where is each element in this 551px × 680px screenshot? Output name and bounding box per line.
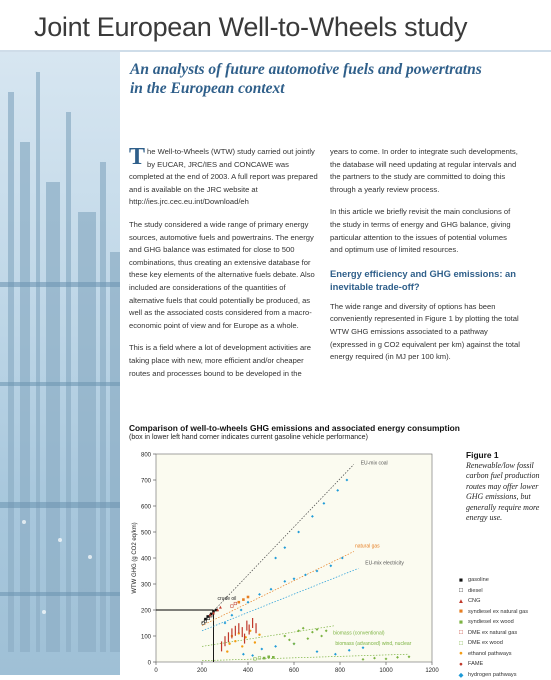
legend-label: CNG bbox=[468, 598, 480, 604]
data-point bbox=[254, 641, 256, 643]
data-point bbox=[231, 628, 232, 638]
data-point bbox=[258, 634, 260, 636]
text-column-left bbox=[129, 146, 319, 390]
figure-subtitle: (box in lower left hand corner indicates current gasoline vehicle performance) bbox=[129, 434, 368, 441]
data-point bbox=[241, 645, 243, 647]
legend-label: gasoline bbox=[468, 577, 489, 583]
figure-title: Comparison of well-to-wheels GHG emissions and associated energy consumption bbox=[129, 423, 460, 433]
legend-item bbox=[456, 617, 551, 628]
legend-marker: ● bbox=[456, 650, 466, 657]
x-tick-label: 800 bbox=[335, 668, 346, 674]
legend-marker: ▲ bbox=[456, 598, 466, 605]
legend-item bbox=[456, 575, 551, 586]
paragraph-database: years to come. In order to integrate such developments, the database will need updating at regular intervals and the partners to the study are committed to doing this through a yearly review process. bbox=[330, 146, 520, 196]
data-point bbox=[247, 596, 250, 599]
data-point bbox=[244, 634, 245, 644]
data-point bbox=[252, 618, 253, 628]
y-tick-label: 500 bbox=[141, 531, 152, 537]
data-point bbox=[242, 627, 243, 637]
legend-label: DME ex wood bbox=[468, 640, 503, 646]
data-point bbox=[255, 623, 256, 633]
section-heading: Energy efficiency and GHG emissions: an inevitable trade-off? bbox=[330, 267, 520, 293]
y-tick-label: 100 bbox=[141, 635, 152, 641]
legend-label: DME ex natural gas bbox=[468, 630, 517, 636]
legend-marker: ■ bbox=[456, 619, 466, 626]
legend-label: syndiesel ex wood bbox=[468, 619, 514, 625]
data-point bbox=[221, 641, 222, 651]
x-tick-label: 1200 bbox=[425, 668, 439, 674]
legend-marker: ■ bbox=[456, 577, 466, 584]
data-point bbox=[234, 640, 236, 642]
chart-annotation: EU-mix coal bbox=[361, 460, 388, 466]
legend-marker: □ bbox=[456, 640, 466, 647]
data-point bbox=[238, 623, 239, 633]
scatter-chart bbox=[122, 444, 454, 675]
legend-item bbox=[456, 649, 551, 660]
chart-annotation: biomass (conventional) bbox=[333, 631, 385, 637]
paragraph-development: This is a field where a lot of development activities are taking place with new, more efficient and/or cheaper routes and processes bound to be developed in the bbox=[129, 342, 319, 380]
legend-label: syndiesel ex natural gas bbox=[468, 609, 528, 615]
x-tick-label: 0 bbox=[154, 668, 158, 674]
data-point bbox=[238, 601, 241, 604]
y-tick-label: 200 bbox=[141, 609, 152, 615]
data-point bbox=[263, 657, 266, 660]
refinery-photo bbox=[0, 52, 120, 675]
data-point bbox=[246, 621, 247, 631]
data-point bbox=[204, 618, 207, 621]
drop-cap: T bbox=[129, 147, 145, 167]
data-point bbox=[228, 643, 230, 645]
reference-box-label: crude oil bbox=[218, 596, 237, 602]
legend-item bbox=[456, 607, 551, 618]
article-subtitle bbox=[130, 60, 500, 98]
y-tick-label: 0 bbox=[148, 661, 152, 667]
x-tick-label: 400 bbox=[243, 668, 254, 674]
paragraph-figure-intro: The wide range and diversity of options has been conveniently represented in Figure 1 by plotting the total WTW GHG emissions associated to a pathway (expressed in g CO2 equivalent per km) against the total energy required (in MJ per 100 km). bbox=[330, 301, 520, 364]
plot-area bbox=[156, 454, 432, 662]
chart-legend bbox=[456, 575, 551, 680]
x-tick-label: 200 bbox=[197, 668, 208, 674]
y-axis-label: WTW GHG (g CO2 eq/km) bbox=[132, 522, 138, 593]
y-tick-label: 600 bbox=[141, 505, 152, 511]
legend-label: hydrogen pathways bbox=[468, 672, 517, 678]
legend-label: ethanol pathways bbox=[468, 651, 512, 657]
data-point bbox=[235, 626, 236, 636]
chart-container bbox=[122, 444, 454, 675]
data-point bbox=[226, 650, 228, 652]
legend-marker: □ bbox=[456, 629, 466, 636]
figure-label: Figure 1 bbox=[466, 450, 499, 460]
text-column-right bbox=[330, 146, 520, 374]
legend-item bbox=[456, 638, 551, 649]
y-tick-label: 400 bbox=[141, 557, 152, 563]
data-point bbox=[267, 656, 270, 659]
page-header bbox=[0, 0, 551, 52]
legend-marker: ◆ bbox=[456, 671, 466, 679]
legend-label: diesel bbox=[468, 588, 483, 594]
x-tick-label: 600 bbox=[289, 668, 300, 674]
chart-annotation: biomass (advanced) wind, nuclear bbox=[335, 641, 411, 647]
legend-item bbox=[456, 596, 551, 607]
chart-annotation: EU-mix electricity bbox=[365, 561, 404, 567]
legend-marker: ■ bbox=[456, 608, 466, 615]
legend-item bbox=[456, 628, 551, 639]
y-tick-label: 800 bbox=[141, 453, 152, 459]
x-tick-label: 1000 bbox=[379, 668, 393, 674]
data-point bbox=[272, 656, 275, 659]
figure-caption: Renewable/low fossil carbon fuel production routes may offer lower GHG emissions, but generally require more energy use. bbox=[466, 461, 550, 523]
page-title: Joint European Well-to-Wheels study bbox=[34, 12, 467, 43]
subtitle-line-2: in the European context bbox=[130, 79, 500, 98]
legend-item bbox=[456, 659, 551, 670]
data-point bbox=[224, 636, 225, 646]
data-point bbox=[242, 598, 245, 601]
data-point bbox=[228, 632, 229, 642]
paragraph-article-scope: In this article we briefly revisit the main conclusions of the study in terms of energy and GHG balance, giving particular attention to the issues of potential volumes and optimum use of limited resources. bbox=[330, 206, 520, 256]
legend-label: FAME bbox=[468, 661, 483, 667]
legend-marker: ● bbox=[456, 661, 466, 668]
legend-marker: □ bbox=[456, 587, 466, 594]
paragraph-scope: The study considered a wide range of primary energy sources, automotive fuels and powertrains. The energy and GHG balance was estimated for close to 500 combinations, thus creating an extensive database for these key elements of the alternative fuels debate. Also included are considerations of the quantities of alternative fuels that could potentially be produced, as well as the associated costs considered from a macro-economic point of view and for Europe as a whole. bbox=[129, 219, 319, 332]
intro-text: he Well-to-Wheels (WTW) study carried out jointly by EUCAR, JRC/IES and CONCAWE was completed at the end of 2003. A full report was prepared and is available on the JRC website at http://ies.jrc.cec.eu.int/Download/eh bbox=[129, 147, 318, 206]
y-tick-label: 700 bbox=[141, 479, 152, 485]
legend-item bbox=[456, 586, 551, 597]
intro-paragraph bbox=[129, 146, 319, 209]
subtitle-line-1: An analysts of future automotive fuels and powertratns bbox=[130, 60, 500, 79]
chart-annotation: natural gas bbox=[355, 544, 380, 550]
data-point bbox=[249, 625, 250, 635]
data-point bbox=[206, 615, 209, 618]
y-tick-label: 300 bbox=[141, 583, 152, 589]
refinery-illustration bbox=[0, 52, 120, 675]
